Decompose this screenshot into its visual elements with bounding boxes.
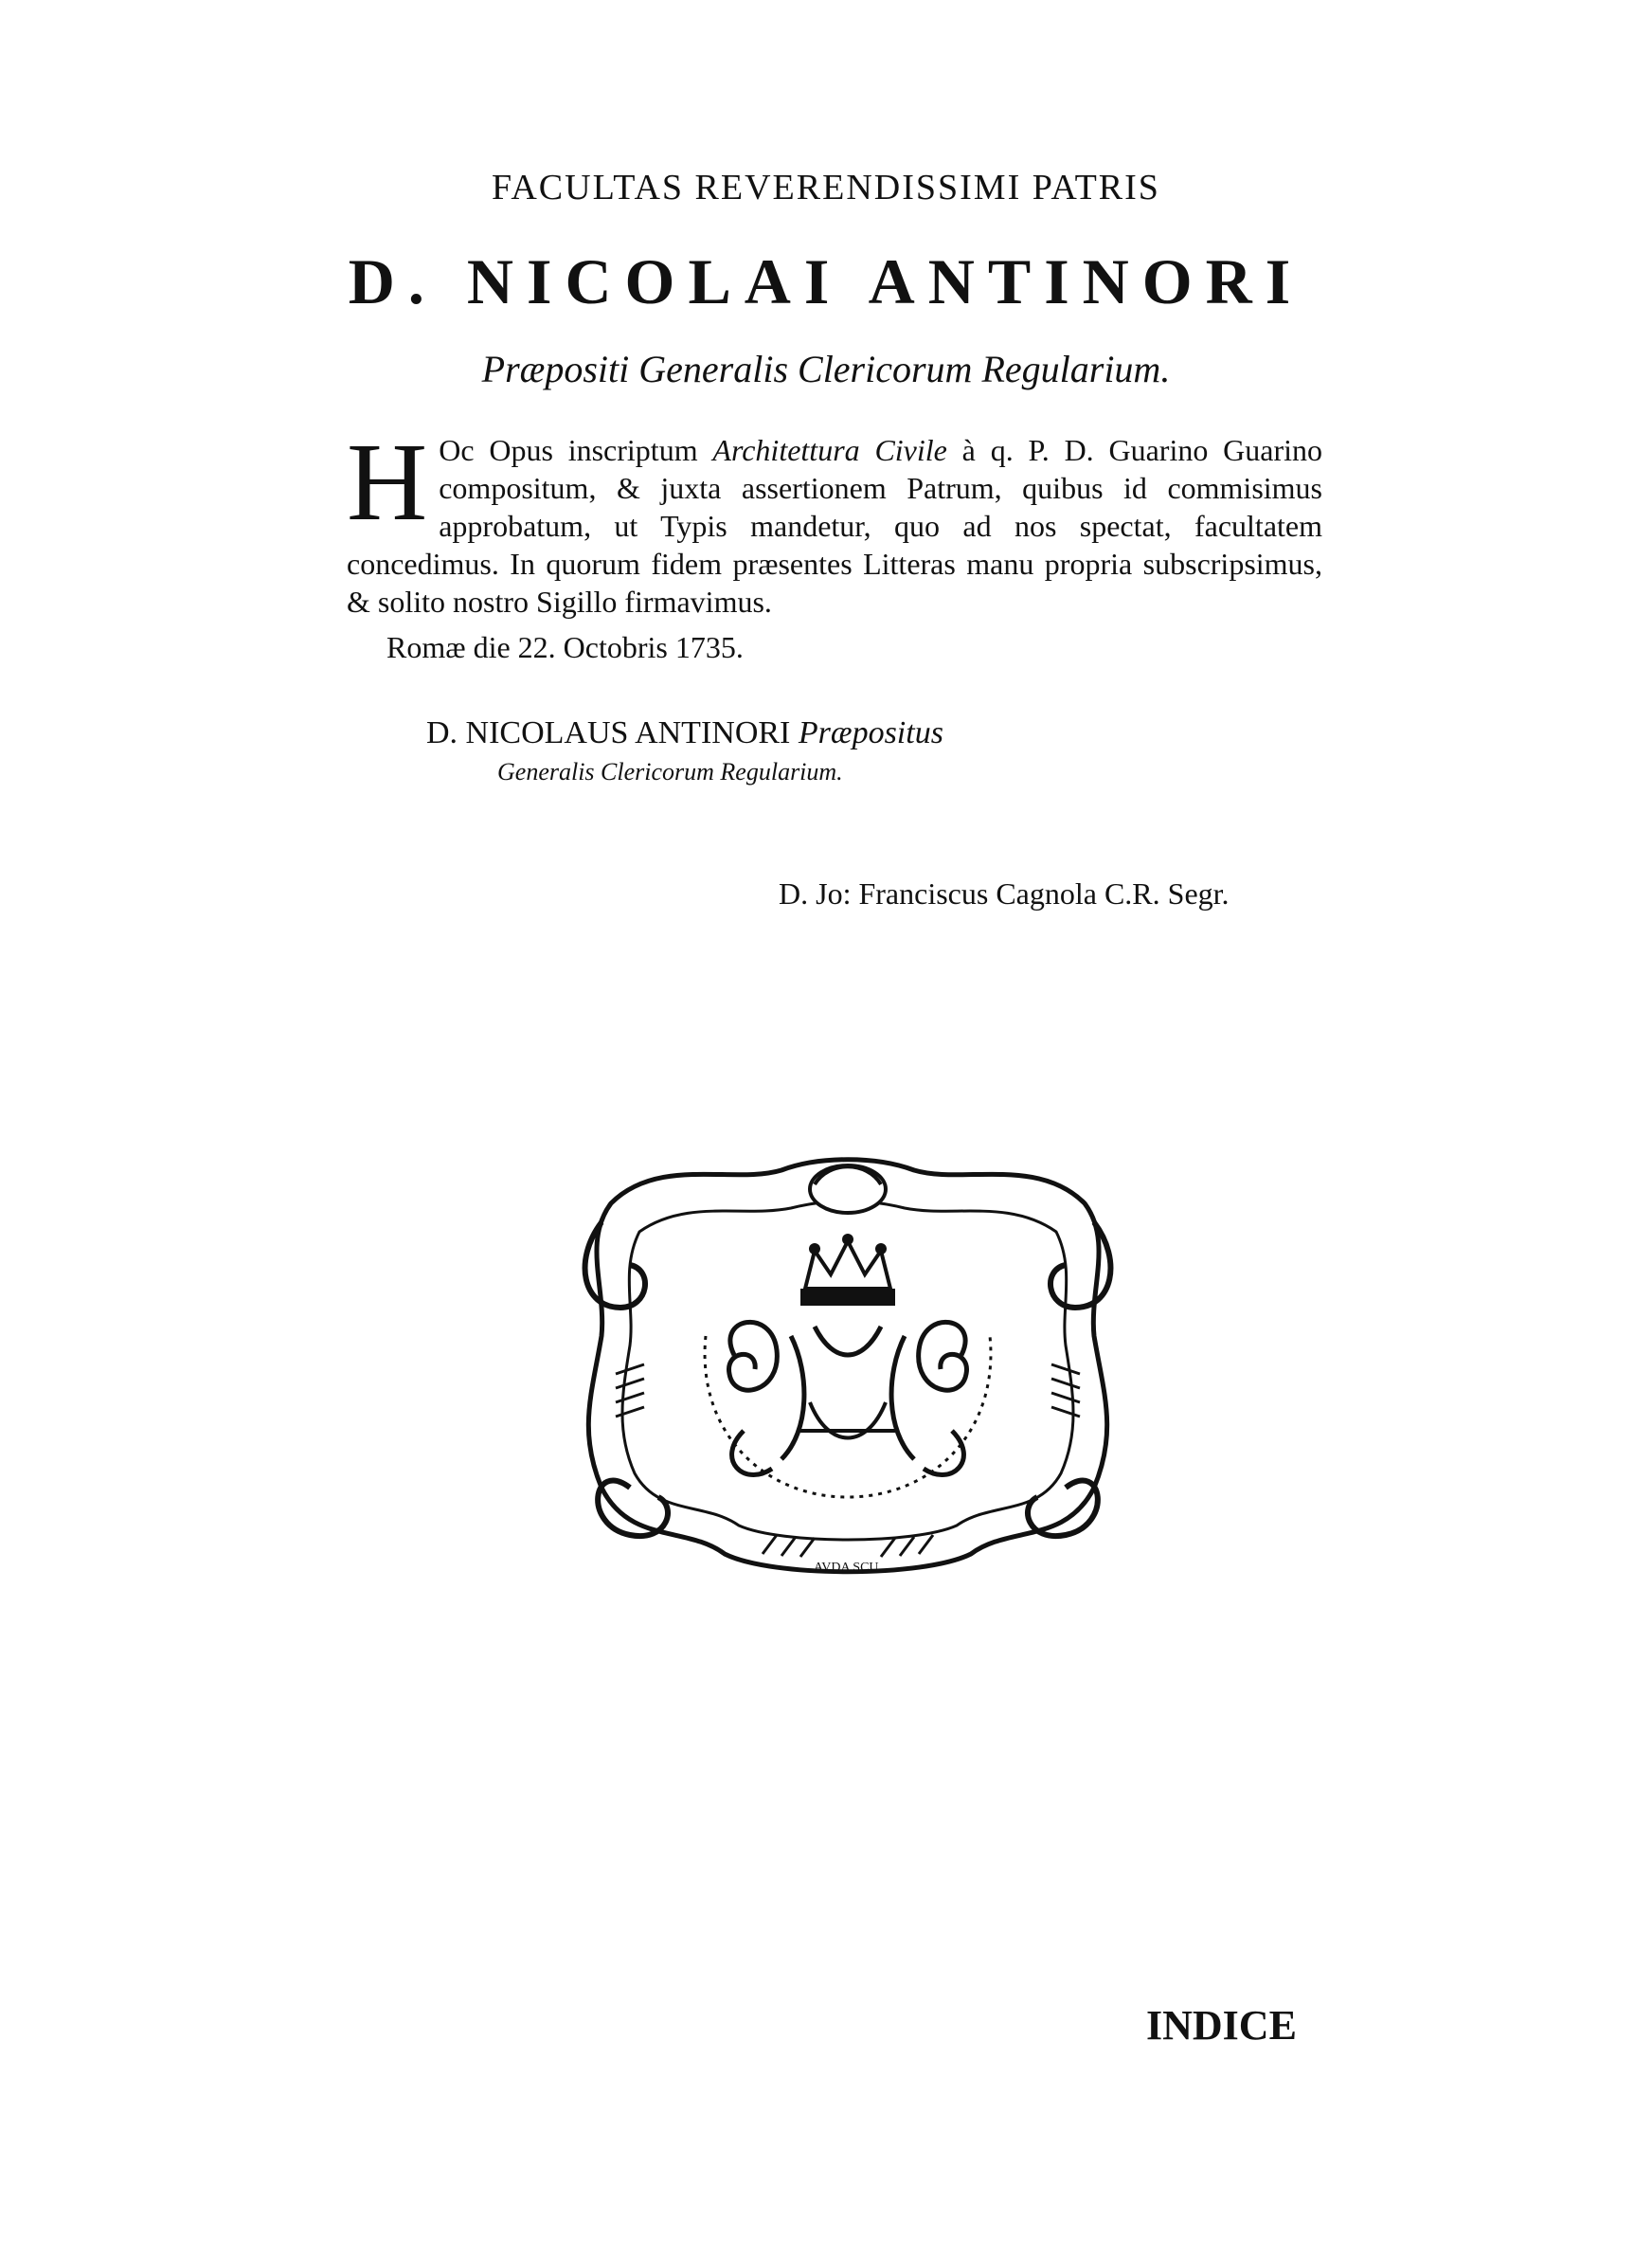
signature-name-line (426, 715, 943, 751)
secretary-signature: D. Jo: Franciscus Cagnola C.R. Segr. (779, 876, 1230, 911)
paragraph-text-c: à q. P. D. Guarino Guarino compositum, & juxta assertionem Patrum, quibus id commisimus approbatum, ut Typis mandetur, quo ad nos spectat, facultatem concedimus. In quorum fidem præsentes Litteras manu propria subscripsimus, & solito nostro Sigillo firmavimus. (347, 433, 1323, 619)
signature-name: D. NICOLAUS ANTINORI (426, 715, 791, 750)
approval-paragraph (347, 420, 1323, 621)
paragraph-text-a: Oc Opus inscriptum (439, 433, 713, 467)
engraver-mark: AVDA SCU. (813, 1561, 883, 1575)
heading-facultas: FACULTAS REVERENDISSIMI PATRIS (492, 168, 1160, 208)
drop-cap: H (347, 420, 428, 544)
heading-subtitle: Præpositi Generalis Clericorum Regularium. (481, 348, 1171, 390)
date-line: Romæ die 22. Octobris 1735. (386, 630, 744, 664)
signature-title-line2: Generalis Clericorum Regularium. (497, 758, 843, 785)
work-title: Architettura Civile (712, 433, 947, 467)
coat-of-arms-ornament-icon (573, 1147, 1122, 1582)
catchword: INDICE (1146, 2002, 1297, 2049)
signature-title: Præpositus (798, 715, 943, 750)
heading-name: D. NICOLAI ANTINORI (348, 245, 1304, 317)
